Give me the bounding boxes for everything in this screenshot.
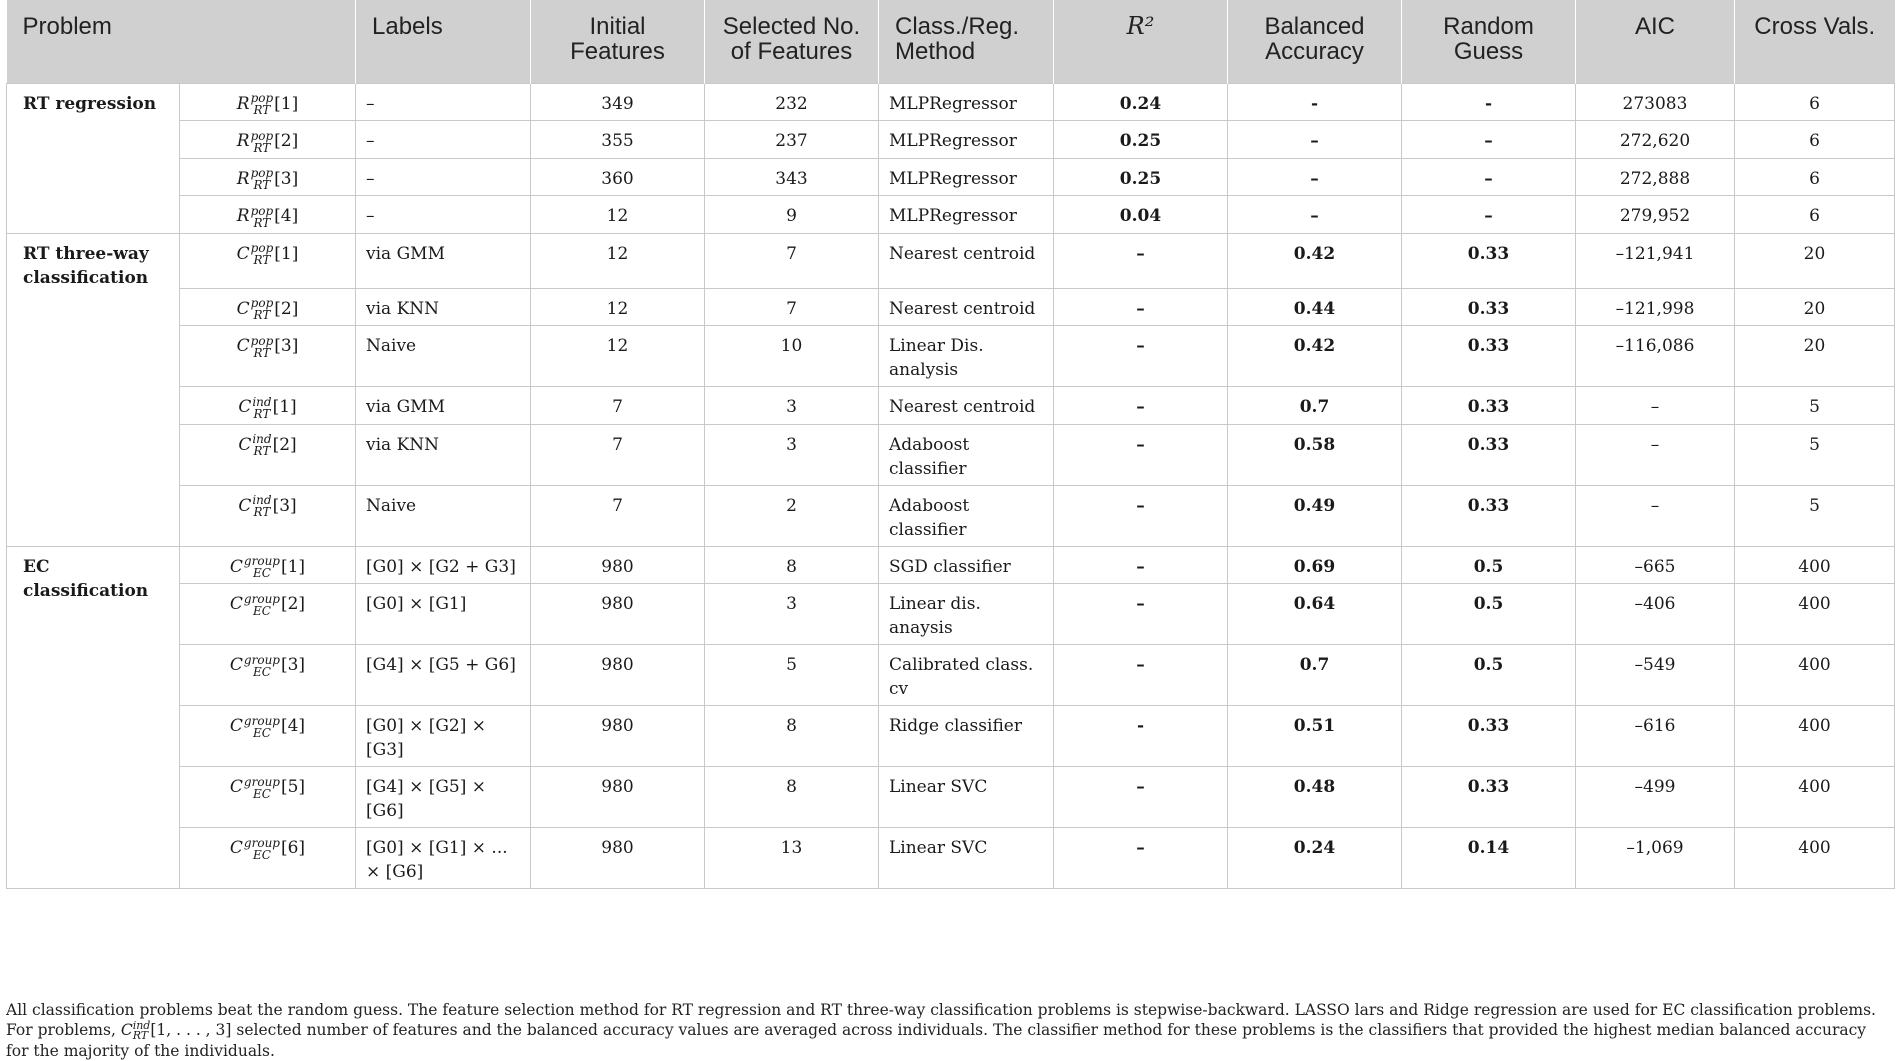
table-row xyxy=(7,196,1895,234)
problem-symbol-cell xyxy=(180,706,356,767)
table-row xyxy=(7,828,1895,889)
footnote-sub: RT xyxy=(132,1029,149,1042)
random-guess-cell: 0.33 xyxy=(1402,288,1576,326)
problem-index: [3] xyxy=(274,168,299,189)
problem-index: [4] xyxy=(274,206,299,226)
problem-subscript: RT xyxy=(253,308,271,322)
problem-symbol: C xyxy=(229,716,243,736)
problem-superscript: ind xyxy=(252,432,272,446)
method-cell: MLPRegressor xyxy=(879,121,1054,159)
labels-cell: via KNN xyxy=(356,288,531,326)
problem-symbol: C xyxy=(236,336,250,356)
aic-cell: –116,086 xyxy=(1576,326,1735,387)
random-guess-cell: 0.33 xyxy=(1402,326,1576,387)
problem-symbol: R xyxy=(236,168,250,189)
problem-symbol: C xyxy=(229,838,243,858)
balanced-accuracy-cell: 0.49 xyxy=(1228,485,1402,546)
problem-symbol: C xyxy=(236,298,250,319)
selected-features-cell: 7 xyxy=(705,288,879,326)
labels-cell: – xyxy=(356,121,531,159)
problem-scripts xyxy=(251,297,274,321)
problem-symbol-cell xyxy=(180,233,356,288)
method-cell: MLPRegressor xyxy=(879,83,1054,121)
cross-vals-cell: 20 xyxy=(1735,233,1895,288)
selected-features-cell: 3 xyxy=(705,584,879,645)
r2-cell: 0.25 xyxy=(1054,158,1228,196)
labels-cell: via KNN xyxy=(356,424,531,485)
problem-superscript: group xyxy=(243,774,280,789)
initial-features-cell: 980 xyxy=(531,584,705,645)
problem-symbol-cell xyxy=(180,828,356,889)
r2-cell: – xyxy=(1054,326,1228,387)
labels-cell: [G0] × [G2 + G3] xyxy=(356,546,531,584)
random-guess-cell: 0.33 xyxy=(1402,767,1576,828)
problem-scripts xyxy=(252,433,271,457)
random-guess-cell: – xyxy=(1402,196,1576,234)
method-cell: Linear Dis. analysis xyxy=(879,326,1054,387)
problem-symbol-cell xyxy=(180,196,356,234)
r2-cell: 0.24 xyxy=(1054,83,1228,121)
table-row xyxy=(7,706,1895,767)
problem-symbol-cell xyxy=(180,387,356,425)
initial-features-cell: 349 xyxy=(531,83,705,121)
initial-features-cell: 360 xyxy=(531,158,705,196)
r2-cell: – xyxy=(1054,485,1228,546)
balanced-accuracy-cell: 0.51 xyxy=(1228,706,1402,767)
balanced-accuracy-cell: – xyxy=(1228,158,1402,196)
aic-cell: 272,620 xyxy=(1576,121,1735,159)
header-balanced-accuracy: Balanced Accuracy xyxy=(1228,0,1402,83)
aic-cell: – xyxy=(1576,387,1735,425)
initial-features-cell: 980 xyxy=(531,546,705,584)
cross-vals-cell: 400 xyxy=(1735,584,1895,645)
r2-cell: – xyxy=(1054,767,1228,828)
cross-vals-cell: 400 xyxy=(1735,706,1895,767)
problem-scripts xyxy=(244,837,280,861)
initial-features-cell: 7 xyxy=(531,387,705,425)
r2-cell: – xyxy=(1054,288,1228,326)
balanced-accuracy-cell: 0.69 xyxy=(1228,546,1402,584)
problem-symbol: C xyxy=(229,655,243,675)
problem-superscript: pop xyxy=(250,203,274,218)
initial-features-cell: 980 xyxy=(531,645,705,706)
group-label-cell: RT three-way classification xyxy=(7,233,180,546)
aic-cell: – xyxy=(1576,424,1735,485)
footnote-part2: selected number of features and the balanced accuracy values are averaged across individuals. The classifier method for these problems is the classifiers that provided the highest median balanced accuracy for the majority of the individuals. xyxy=(6,1021,1867,1060)
table-row xyxy=(7,767,1895,828)
problem-symbol-cell xyxy=(180,83,356,121)
balanced-accuracy-cell: 0.48 xyxy=(1228,767,1402,828)
initial-features-cell: 12 xyxy=(531,233,705,288)
table-header xyxy=(7,0,1895,83)
problem-subscript: EC xyxy=(252,725,271,740)
r2-cell: – xyxy=(1054,828,1228,889)
problem-symbol: C xyxy=(229,556,243,577)
method-cell: Linear SVC xyxy=(879,828,1054,889)
selected-features-cell: 8 xyxy=(705,546,879,584)
problem-symbol-cell xyxy=(180,767,356,828)
aic-cell: 273083 xyxy=(1576,83,1735,121)
balanced-accuracy-cell: 0.44 xyxy=(1228,288,1402,326)
random-guess-cell: 0.33 xyxy=(1402,233,1576,288)
labels-cell: – xyxy=(356,83,531,121)
header-labels: Labels xyxy=(356,0,531,83)
problem-index: [2] xyxy=(280,594,306,614)
group-label-cell: EC classification xyxy=(7,546,180,889)
selected-features-cell: 343 xyxy=(705,158,879,196)
selected-features-cell: 2 xyxy=(705,485,879,546)
r2-cell: – xyxy=(1054,645,1228,706)
header-r2-text: R² xyxy=(1126,12,1155,40)
problem-scripts xyxy=(251,92,274,116)
balanced-accuracy-cell: 0.42 xyxy=(1228,233,1402,288)
problem-subscript: RT xyxy=(253,103,271,117)
problem-index: [1] xyxy=(274,93,299,114)
problem-index: [5] xyxy=(280,777,306,797)
cross-vals-cell: 20 xyxy=(1735,326,1895,387)
balanced-accuracy-cell: 0.42 xyxy=(1228,326,1402,387)
aic-cell: –406 xyxy=(1576,584,1735,645)
problem-superscript: group xyxy=(243,835,280,850)
selected-features-cell: 3 xyxy=(705,424,879,485)
problem-symbol-cell xyxy=(180,288,356,326)
method-cell: Nearest centroid xyxy=(879,387,1054,425)
problem-superscript: ind xyxy=(252,493,272,507)
r2-cell: – xyxy=(1054,584,1228,645)
r2-cell: 0.25 xyxy=(1054,121,1228,159)
method-cell: Linear dis. anaysis xyxy=(879,584,1054,645)
problem-index: [1] xyxy=(274,243,299,264)
problem-scripts xyxy=(244,776,280,800)
method-cell: Nearest centroid xyxy=(879,233,1054,288)
table-row xyxy=(7,83,1895,121)
problem-symbol: C xyxy=(236,243,250,264)
problem-symbol-cell xyxy=(180,424,356,485)
aic-cell: 272,888 xyxy=(1576,158,1735,196)
aic-cell: – xyxy=(1576,485,1735,546)
problem-index: [4] xyxy=(280,716,306,736)
table-footnote xyxy=(6,1000,1886,1061)
table-row xyxy=(7,584,1895,645)
selected-features-cell: 13 xyxy=(705,828,879,889)
aic-cell: 279,952 xyxy=(1576,196,1735,234)
selected-features-cell: 3 xyxy=(705,387,879,425)
problem-symbol-cell xyxy=(180,546,356,584)
aic-cell: –616 xyxy=(1576,706,1735,767)
problem-scripts xyxy=(251,167,274,191)
problem-scripts xyxy=(251,130,274,154)
problem-subscript: EC xyxy=(252,566,271,580)
table-row xyxy=(7,424,1895,485)
problem-subscript: EC xyxy=(252,786,271,801)
problem-index: [3] xyxy=(272,495,297,516)
method-cell: Calibrated class. cv xyxy=(879,645,1054,706)
problem-scripts xyxy=(251,205,274,229)
table-row xyxy=(7,546,1895,584)
table-body xyxy=(7,83,1895,889)
problem-symbol: C xyxy=(238,397,252,417)
problem-index: [1] xyxy=(280,556,306,577)
random-guess-cell: – xyxy=(1402,121,1576,159)
problem-index: [6] xyxy=(280,838,306,858)
method-cell: Nearest centroid xyxy=(879,288,1054,326)
footnote-range: [1, . . . , 3] xyxy=(150,1021,232,1039)
initial-features-cell: 980 xyxy=(531,706,705,767)
initial-features-cell: 980 xyxy=(531,828,705,889)
header-cross-vals: Cross Vals. xyxy=(1735,0,1895,83)
method-cell: SGD classifier xyxy=(879,546,1054,584)
footnote-sup: ind xyxy=(132,1019,151,1032)
method-cell: MLPRegressor xyxy=(879,196,1054,234)
initial-features-cell: 7 xyxy=(531,424,705,485)
labels-cell: [G4] × [G5] × [G6] xyxy=(356,767,531,828)
problem-scripts xyxy=(251,335,274,359)
problem-superscript: pop xyxy=(250,241,274,255)
problem-subscript: RT xyxy=(253,505,271,519)
problem-symbol-cell xyxy=(180,121,356,159)
problem-symbol: R xyxy=(236,93,250,114)
r2-cell: – xyxy=(1054,424,1228,485)
r2-cell: – xyxy=(1054,546,1228,584)
problem-scripts xyxy=(244,555,280,579)
initial-features-cell: 12 xyxy=(531,196,705,234)
problem-subscript: RT xyxy=(253,140,271,155)
cross-vals-cell: 6 xyxy=(1735,158,1895,196)
table-row xyxy=(7,233,1895,288)
cross-vals-cell: 5 xyxy=(1735,485,1895,546)
problem-superscript: pop xyxy=(250,128,274,143)
r2-cell: 0.04 xyxy=(1054,196,1228,234)
selected-features-cell: 8 xyxy=(705,706,879,767)
random-guess-cell: 0.14 xyxy=(1402,828,1576,889)
header-random-guess: Random Guess xyxy=(1402,0,1576,83)
problem-subscript: RT xyxy=(253,406,271,421)
problem-symbol: C xyxy=(238,434,252,455)
problem-symbol: C xyxy=(229,594,243,614)
problem-subscript: RT xyxy=(253,345,271,360)
method-cell: Adaboost classifier xyxy=(879,485,1054,546)
problem-symbol: R xyxy=(236,206,250,226)
problem-index: [2] xyxy=(274,131,299,151)
problem-symbol: C xyxy=(229,777,243,797)
table-row xyxy=(7,326,1895,387)
footnote-part1: All classification problems beat the random guess. The feature selection method for RT regression and RT three-way classification problems is stepwise-backward. LASSO lars and Ridge regression are used for EC classification problems. For problems, xyxy=(6,1001,1876,1039)
cross-vals-cell: 400 xyxy=(1735,645,1895,706)
labels-cell: Naive xyxy=(356,326,531,387)
random-guess-cell: 0.33 xyxy=(1402,424,1576,485)
labels-cell: [G0] × [G1] xyxy=(356,584,531,645)
cross-vals-cell: 20 xyxy=(1735,288,1895,326)
cross-vals-cell: 6 xyxy=(1735,196,1895,234)
random-guess-cell: – xyxy=(1402,158,1576,196)
r2-cell: - xyxy=(1054,706,1228,767)
labels-cell: – xyxy=(356,196,531,234)
cross-vals-cell: 400 xyxy=(1735,767,1895,828)
problem-superscript: pop xyxy=(250,333,274,348)
group-label-cell: RT regression xyxy=(7,83,180,233)
balanced-accuracy-cell: – xyxy=(1228,121,1402,159)
cross-vals-cell: 400 xyxy=(1735,546,1895,584)
selected-features-cell: 7 xyxy=(705,233,879,288)
problem-scripts xyxy=(252,396,271,420)
problem-subscript: EC xyxy=(252,847,271,862)
r2-cell: – xyxy=(1054,233,1228,288)
footnote-scripts xyxy=(133,1021,151,1041)
aic-cell: –121,941 xyxy=(1576,233,1735,288)
table-row xyxy=(7,288,1895,326)
aic-cell: –121,998 xyxy=(1576,288,1735,326)
table-row xyxy=(7,158,1895,196)
labels-cell: – xyxy=(356,158,531,196)
problem-symbol-cell xyxy=(180,485,356,546)
header-selected-features: Selected No. of Features xyxy=(705,0,879,83)
problem-superscript: group xyxy=(243,591,280,606)
selected-features-cell: 237 xyxy=(705,121,879,159)
random-guess-cell: 0.33 xyxy=(1402,706,1576,767)
problem-superscript: pop xyxy=(250,91,274,105)
labels-cell: Naive xyxy=(356,485,531,546)
selected-features-cell: 8 xyxy=(705,767,879,828)
balanced-accuracy-cell: 0.64 xyxy=(1228,584,1402,645)
results-table-container xyxy=(6,0,1894,889)
aic-cell: –665 xyxy=(1576,546,1735,584)
labels-cell: [G0] × [G2] × [G3] xyxy=(356,706,531,767)
problem-scripts xyxy=(252,494,271,518)
method-cell: Linear SVC xyxy=(879,767,1054,828)
problem-superscript: pop xyxy=(250,166,274,180)
problem-index: [3] xyxy=(280,655,306,675)
initial-features-cell: 12 xyxy=(531,288,705,326)
problem-symbol-cell xyxy=(180,584,356,645)
method-cell: Ridge classifier xyxy=(879,706,1054,767)
random-guess-cell: - xyxy=(1402,83,1576,121)
problem-symbol: R xyxy=(236,131,250,151)
labels-cell: [G4] × [G5 + G6] xyxy=(356,645,531,706)
balanced-accuracy-cell: 0.58 xyxy=(1228,424,1402,485)
problem-subscript: RT xyxy=(253,253,271,267)
problem-subscript: RT xyxy=(253,444,271,458)
problem-index: [2] xyxy=(274,298,299,319)
problem-subscript: RT xyxy=(253,178,271,192)
balanced-accuracy-cell: – xyxy=(1228,196,1402,234)
problem-subscript: EC xyxy=(252,603,271,618)
problem-scripts xyxy=(244,593,280,617)
random-guess-cell: 0.5 xyxy=(1402,584,1576,645)
header-method: Class./Reg. Method xyxy=(879,0,1054,83)
problem-symbol-cell xyxy=(180,645,356,706)
problem-index: [3] xyxy=(274,336,299,356)
problem-scripts xyxy=(244,654,280,678)
problem-superscript: ind xyxy=(252,394,272,409)
initial-features-cell: 7 xyxy=(531,485,705,546)
initial-features-cell: 980 xyxy=(531,767,705,828)
header-problem: Problem xyxy=(7,0,356,83)
footnote-symbol: C xyxy=(120,1021,133,1039)
aic-cell: –1,069 xyxy=(1576,828,1735,889)
problem-superscript: pop xyxy=(250,296,274,310)
selected-features-cell: 5 xyxy=(705,645,879,706)
cross-vals-cell: 5 xyxy=(1735,424,1895,485)
problem-superscript: group xyxy=(243,652,280,667)
cross-vals-cell: 6 xyxy=(1735,121,1895,159)
problem-index: [1] xyxy=(272,397,297,417)
balanced-accuracy-cell: - xyxy=(1228,83,1402,121)
table-row xyxy=(7,645,1895,706)
problem-symbol-cell xyxy=(180,158,356,196)
table-row xyxy=(7,121,1895,159)
problem-superscript: group xyxy=(243,554,280,568)
problem-symbol-cell xyxy=(180,326,356,387)
initial-features-cell: 12 xyxy=(531,326,705,387)
problem-superscript: group xyxy=(243,713,280,728)
cross-vals-cell: 5 xyxy=(1735,387,1895,425)
problem-scripts xyxy=(244,715,280,739)
balanced-accuracy-cell: 0.7 xyxy=(1228,387,1402,425)
r2-cell: – xyxy=(1054,387,1228,425)
method-cell: MLPRegressor xyxy=(879,158,1054,196)
balanced-accuracy-cell: 0.7 xyxy=(1228,645,1402,706)
problem-symbol: C xyxy=(238,495,252,516)
problem-scripts xyxy=(251,242,274,266)
method-cell: Adaboost classifier xyxy=(879,424,1054,485)
initial-features-cell: 355 xyxy=(531,121,705,159)
aic-cell: –549 xyxy=(1576,645,1735,706)
random-guess-cell: 0.5 xyxy=(1402,546,1576,584)
results-table xyxy=(6,0,1895,889)
problem-index: [2] xyxy=(272,434,297,455)
selected-features-cell: 9 xyxy=(705,196,879,234)
table-row xyxy=(7,387,1895,425)
random-guess-cell: 0.33 xyxy=(1402,387,1576,425)
aic-cell: –499 xyxy=(1576,767,1735,828)
labels-cell: via GMM xyxy=(356,387,531,425)
balanced-accuracy-cell: 0.24 xyxy=(1228,828,1402,889)
table-row xyxy=(7,485,1895,546)
labels-cell: [G0] × [G1] × ... × [G6] xyxy=(356,828,531,889)
problem-subscript: RT xyxy=(253,215,271,230)
labels-cell: via GMM xyxy=(356,233,531,288)
problem-subscript: EC xyxy=(252,664,271,679)
selected-features-cell: 10 xyxy=(705,326,879,387)
random-guess-cell: 0.33 xyxy=(1402,485,1576,546)
cross-vals-cell: 400 xyxy=(1735,828,1895,889)
cross-vals-cell: 6 xyxy=(1735,83,1895,121)
header-aic: AIC xyxy=(1576,0,1735,83)
header-r2 xyxy=(1054,0,1228,83)
random-guess-cell: 0.5 xyxy=(1402,645,1576,706)
header-initial-features: Initial Features xyxy=(531,0,705,83)
selected-features-cell: 232 xyxy=(705,83,879,121)
